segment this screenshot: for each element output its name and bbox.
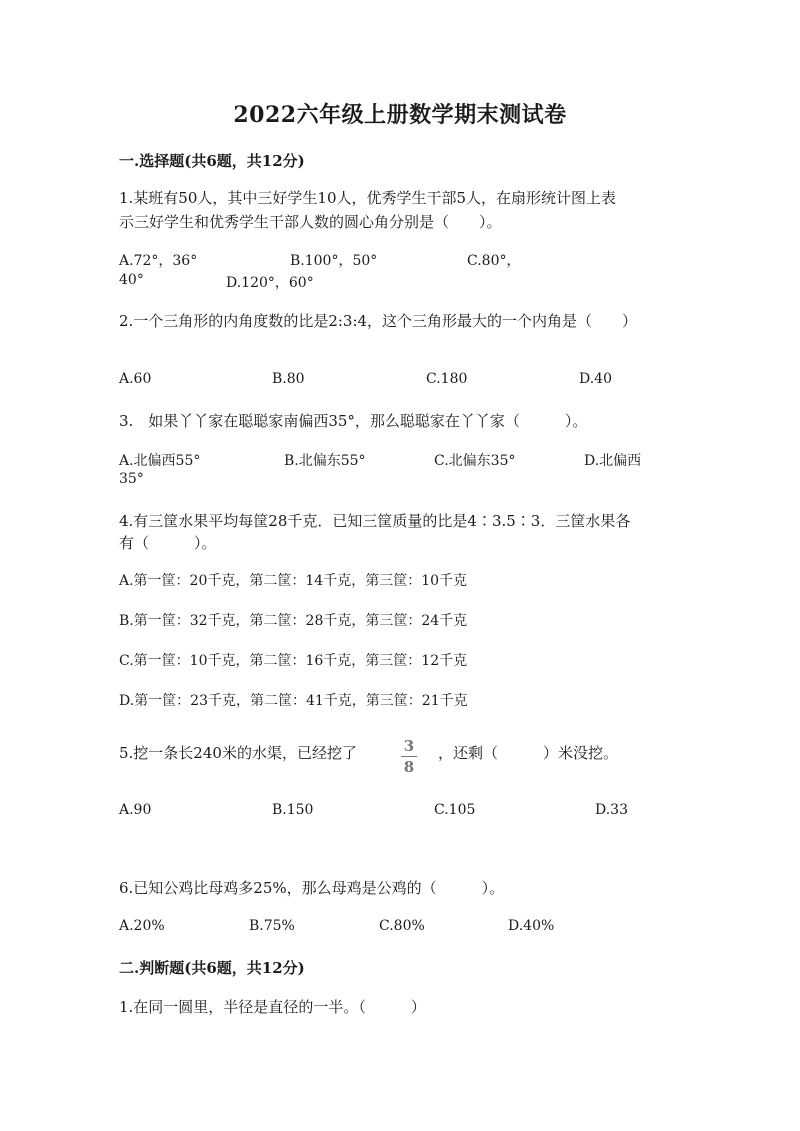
fraction-numerator: 3 (403, 737, 415, 755)
question-1-option-a: A.72°，36° (119, 253, 198, 269)
question-3-option-a: A.北偏西55° (119, 453, 201, 469)
fraction-denominator: 8 (403, 758, 415, 776)
question-5-option-b: B.150 (272, 802, 314, 818)
question-1-option-c: C.80°， (467, 253, 521, 269)
question-6-option-b: B.75% (249, 918, 295, 934)
question-6-text: 6.已知公鸡比母鸡多25%，那么母鸡是公鸡的（ ）。 (119, 879, 505, 897)
question-2-option-c: C.180 (426, 371, 468, 387)
question-3-option-b: B.北偏东55° (284, 453, 366, 469)
question-5-text-before: 5.挖一条长240米的水渠，已经挖了 (119, 744, 357, 762)
question-6-option-a: A.20% (119, 918, 165, 934)
question-4-option-b: B.第一筐：32千克，第二筐：28千克，第三筐：24千克 (119, 613, 468, 629)
question-4-line-2: 有（ ）。 (119, 534, 217, 552)
question-4-line-1: 4.有三筐水果平均每筐28千克．已知三筐质量的比是4∶3.5∶3．三筐水果各 (119, 512, 631, 530)
question-5-option-d: D.33 (595, 802, 628, 818)
question-3-text: 3. 如果丫丫家在聪聪家南偏西35°，那么聪聪家在丫丫家（ ）。 (119, 412, 588, 430)
fraction-three-eighths (398, 737, 420, 776)
question-3-option-c: C.北偏东35° (434, 453, 516, 469)
question-1-option-c-cont: 40° (119, 272, 144, 288)
question-6-option-d: D.40% (508, 918, 555, 934)
judgement-question-1: 1.在同一圆里，半径是直径的一半。（ ） (119, 998, 426, 1016)
question-4-option-a: A.第一筐：20千克，第二筐：14千克，第三筐：10千克 (119, 573, 468, 589)
fraction-bar (401, 756, 417, 757)
question-1-option-d: D.120°，60° (226, 275, 314, 291)
page-title: 2022六年级上册数学期末测试卷 (233, 102, 567, 128)
question-5-option-c: C.105 (434, 802, 476, 818)
question-3-option-d-cont: 35° (119, 471, 144, 487)
question-2-option-b: B.80 (272, 371, 305, 387)
question-4-option-c: C.第一筐：10千克，第二筐：16千克，第三筐：12千克 (119, 653, 468, 669)
question-6-option-c: C.80% (379, 918, 425, 934)
section-heading-judgement: 二.判断题(共6题，共12分) (119, 959, 305, 977)
question-2-option-d: D.40 (579, 371, 612, 387)
question-1-line-1: 1.某班有50人，其中三好学生10人，优秀学生干部5人，在扇形统计图上表 (119, 189, 617, 207)
question-5-option-a: A.90 (119, 802, 152, 818)
question-5-text-after: ，还剩（ ）米没挖。 (438, 744, 619, 762)
question-2-text: 2.一个三角形的内角度数的比是2:3:4，这个三角形最大的一个内角是（ ） (119, 312, 638, 330)
question-4-option-d: D.第一筐：23千克，第二筐：41千克，第三筐：21千克 (119, 693, 468, 709)
section-heading-choice: 一.选择题(共6题，共12分) (119, 152, 305, 170)
question-3-option-d: D.北偏西 (584, 453, 642, 469)
question-1-option-b: B.100°，50° (290, 253, 378, 269)
question-1-line-2: 示三好学生和优秀学生干部人数的圆心角分别是（ ）。 (119, 213, 502, 231)
question-2-option-a: A.60 (119, 371, 152, 387)
